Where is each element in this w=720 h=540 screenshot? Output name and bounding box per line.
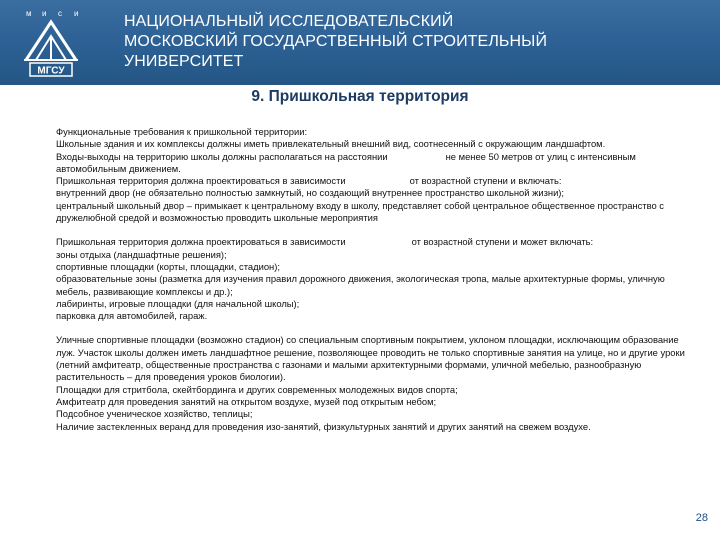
text-line bbox=[56, 151, 692, 176]
logo-letter: и bbox=[42, 9, 47, 18]
university-name-line: НАЦИОНАЛЬНЫЙ ИССЛЕДОВАТЕЛЬСКИЙ bbox=[124, 13, 454, 30]
text-line bbox=[56, 236, 692, 248]
text-line: образовательные зоны (разметка для изучения правил дорожного движения, экологическая тропа, малые архитектурные формы, уличную мебель, развивающие комплексы и др.); bbox=[56, 273, 665, 297]
university-name-line: МОСКОВСКИЙ ГОСУДАРСТВЕННЫЙ СТРОИТЕЛЬНЫЙ bbox=[124, 33, 548, 50]
slide-title: 9. Пришкольная территория bbox=[251, 88, 469, 105]
text-line: Наличие застекленных веранд для проведения изо-занятий, физкультурных занятий и других занятий на свежем воздухе. bbox=[56, 420, 591, 432]
text-line: Функциональные требования к пришкольной территории: bbox=[56, 126, 308, 137]
text-fragment: от возрастной ступени и может включать: bbox=[411, 236, 594, 248]
text-line: центральный школьный двор – примыкает к центральному входу в школу, представляет собой центральное общественное пространство с дружелюбной средой и возможностью проводить школьные мероприятия bbox=[56, 199, 664, 224]
page-number: 28 bbox=[695, 512, 708, 524]
text-line: парковка для автомобилей, гараж. bbox=[56, 310, 208, 322]
text-fragment: Пришкольная территория должна проектироваться в зависимости bbox=[56, 236, 346, 248]
university-logo bbox=[22, 6, 84, 80]
text-line bbox=[56, 175, 692, 187]
text-line: Подсобное ученическое хозяйство, теплицы; bbox=[56, 408, 253, 420]
university-name bbox=[124, 12, 547, 72]
logo-abbreviation: МГСУ bbox=[37, 65, 65, 77]
zones-block bbox=[56, 236, 692, 322]
text-line: лабиринты, игровые площадки (для начальной школы); bbox=[56, 297, 300, 309]
text-line: внутренний двор (не обязательно полностью замкнутый, но создающий внутреннее пространство школьной жизни); bbox=[56, 187, 565, 199]
logo-letter: м bbox=[26, 9, 32, 18]
slide-body bbox=[56, 126, 692, 433]
text-fragment: Входы-выходы на территорию школы должны располагаться на расстоянии bbox=[56, 150, 388, 162]
text-line: Амфитеатр для проведения занятий на открытом воздухе, музей под открытым небом; bbox=[56, 395, 437, 407]
text-fragment: Пришкольная территория должна проектироваться в зависимости bbox=[56, 175, 346, 187]
requirements-block bbox=[56, 126, 692, 224]
text-fragment: не менее 50 метров от улиц с интенсивным автомобильным движением. bbox=[56, 150, 636, 174]
text-fragment: от возрастной ступени и включать: bbox=[409, 175, 562, 187]
text-line: Уличные спортивные площадки (возможно стадион) со специальным спортивным покрытием, уклоном площадки, исключающим образование луж. Участок школы должен иметь ландшафтное решение, позволяющее проводить не только спортивные занятия на улице, но и другие уроки (летний амфитеатр, общественные пространства с газонами и малыми архитектурными формами, уличной мебелью, разнообразную растительность – для проведения уроков биологии). bbox=[56, 334, 685, 383]
university-name-line: УНИВЕРСИТЕТ bbox=[124, 53, 244, 70]
logo-letter: и bbox=[74, 9, 79, 18]
text-line: Площадки для стритбола, скейтбординга и других современных молодежных видов спорта; bbox=[56, 383, 458, 395]
text-line: спортивные площадки (корты, площадки, стадион); bbox=[56, 260, 280, 272]
slide-header bbox=[0, 0, 720, 85]
facilities-block bbox=[56, 334, 692, 432]
logo-letter: с bbox=[58, 9, 62, 18]
text-line: зоны отдыха (ландшафтные решения); bbox=[56, 248, 227, 260]
text-line: Школьные здания и их комплексы должны иметь привлекательный внешний вид, соотнесенный с окружающим ландшафтом. bbox=[56, 138, 606, 150]
